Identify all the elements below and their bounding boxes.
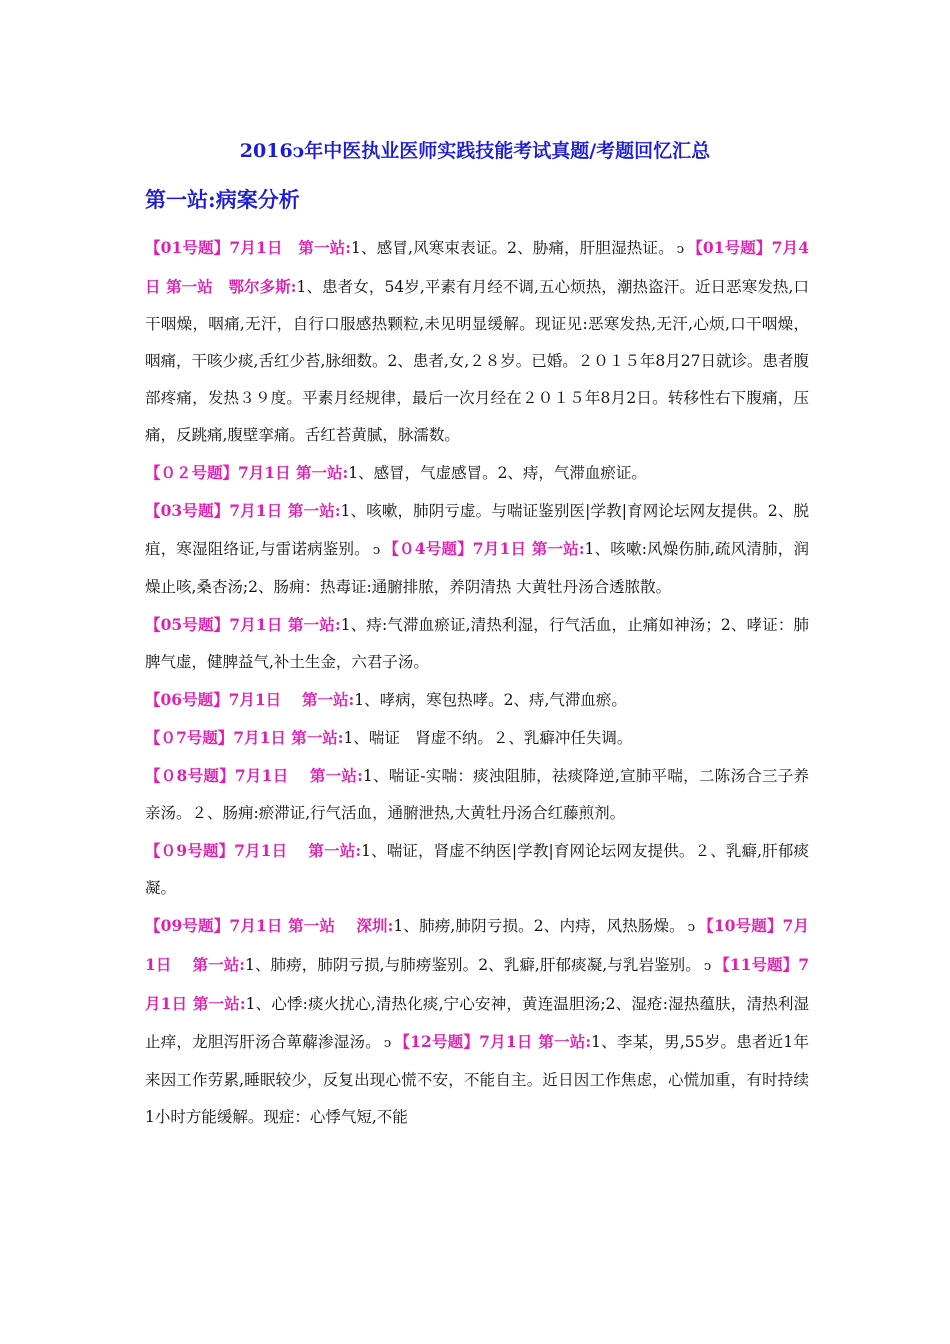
question-label: 【11号题】7月1日 第一站: [145, 955, 810, 1013]
question-text: 1、咳嗽:风燥伤肺,疏风清肺，润燥止咳,桑杏汤;2、肠痈：热毒证:通腑排脓，养阴清热 大黄牡丹汤合透脓散。 [145, 540, 809, 596]
question-text: 1、喘证，肾虚不纳医|学教|育网论坛网友提供。２、乳癖,肝郁痰凝。 [145, 842, 809, 897]
question-label: 【05号题】7月1日 第一站: [145, 615, 341, 634]
question-paragraph [145, 492, 809, 606]
question-text: 1、心悸:痰火扰心,清热化痰,宁心安神，黄连温胆汤;2、湿疮:湿热蕴肤，清热利湿止痒，龙胆泻肝汤合萆薢渗湿汤。 [145, 995, 809, 1051]
question-text: 1、喘证-实喘：痰浊阻肺，祛痰降逆,宣肺平喘，二陈汤合三子养亲汤。２、肠痈:瘀滞证,行气活血，通腑泄热,大黄牡丹汤合红藤煎剂。 [145, 767, 809, 822]
question-label: 【０２号题】7月1日 第一站: [145, 463, 349, 482]
separator-mark: ↄ [703, 959, 712, 974]
question-label: 【12号题】7月1日 第一站: [394, 1032, 592, 1051]
question-paragraph [145, 229, 809, 454]
question-text: 1、患者女，54岁,平素有月经不调,五心烦热，潮热盗汗。近日恶寒发热,口干咽燥，咽痛,无汗，自行口服感热颗粒,未见明显缓解。现证见:恶寒发热,无汗,心烦,口干咽燥，咽痛，干咳少痰,舌红少苔,脉细数。2、患者,女,２８岁。已婚。２０１５年8月27日就诊。患者腹部疼痛，发热３９度。平素月经规律，最后一次月经在２０１５年8月2日。转移性右下腹痛，压痛，反跳痛,腹壁挛痛。舌红苔黄腻，脉濡数。 [145, 278, 809, 444]
question-paragraph [145, 832, 809, 907]
question-label: 【０7号题】7月1日 第一站: [145, 728, 344, 747]
separator-mark: ↄ [687, 920, 696, 935]
document-title: 2016ↄ年中医执业医师实践技能考试真题/考题回忆汇总 [239, 140, 711, 162]
question-text: 1、李某，男,55岁。患者近1年来因工作劳累,睡眠较少，反复出现心慌不安，不能自主。近日因工作焦虑，心慌加重，有时持续1小时方能缓解。现症：心悸气短,不能 [145, 1033, 809, 1126]
question-label: 【09号题】7月1日 第一站 深圳: [145, 916, 394, 935]
document-body [145, 229, 809, 1136]
question-text: 1、肺痨，肺阴亏损,与肺痨鉴别。2、乳癖,肝郁痰凝,与乳岩鉴别。 [245, 956, 701, 974]
question-label: 【０9号题】7月1日 第一站: [145, 841, 362, 860]
question-text: 1、感冒，气虚感冒。2、痔，气滞血瘀证。 [348, 464, 647, 482]
question-paragraph [145, 681, 809, 719]
question-text: 1、肺痨,肺阴亏损。2、内痔，风热肠燥。 [393, 917, 685, 935]
question-label: 【０8号题】7月1日 第一站: [145, 766, 363, 785]
question-text: 1、感冒,风寒束表证。2、胁痛，肝胆湿热证。 [351, 239, 674, 257]
separator-mark: ↄ [372, 543, 381, 558]
section-heading: 第一站:病案分析 [145, 187, 300, 212]
question-text: 1、哮病，寒包热哮。2、痔,气滞血瘀。 [354, 691, 627, 709]
question-text: 1、喘证 肾虚不纳。２、乳癖冲任失调。 [343, 729, 633, 747]
question-label: 【０4号题】7月1日 第一站: [383, 539, 585, 558]
question-text: 1、咳嗽，肺阴亏虚。与喘证鉴别医|学教|育网论坛网友提供。2、脱疽，寒湿阻络证,与雷诺病鉴别。 [145, 502, 810, 558]
question-label: 【10号题】7月1日 第一站: [145, 916, 810, 974]
question-paragraph [145, 907, 809, 1136]
question-paragraph [145, 719, 809, 757]
question-paragraph [145, 606, 809, 681]
separator-mark: ↄ [676, 242, 685, 257]
question-text: 1、痔:气滞血瘀证,清热利湿，行气活血，止痛如神汤；2、哮证：肺脾气虚，健脾益气,补土生金，六君子汤。 [145, 616, 809, 671]
separator-mark: ↄ [383, 1036, 392, 1051]
question-label: 【03号题】7月1日 第一站: [145, 501, 341, 520]
question-label: 【06号题】7月1日 第一站: [145, 690, 355, 709]
question-paragraph [145, 757, 809, 832]
question-paragraph [145, 454, 809, 492]
question-label: 【01号题】7月1日 第一站: [145, 238, 351, 257]
question-label: 【01号题】7月4日 第一站 鄂尔多斯: [145, 238, 809, 296]
